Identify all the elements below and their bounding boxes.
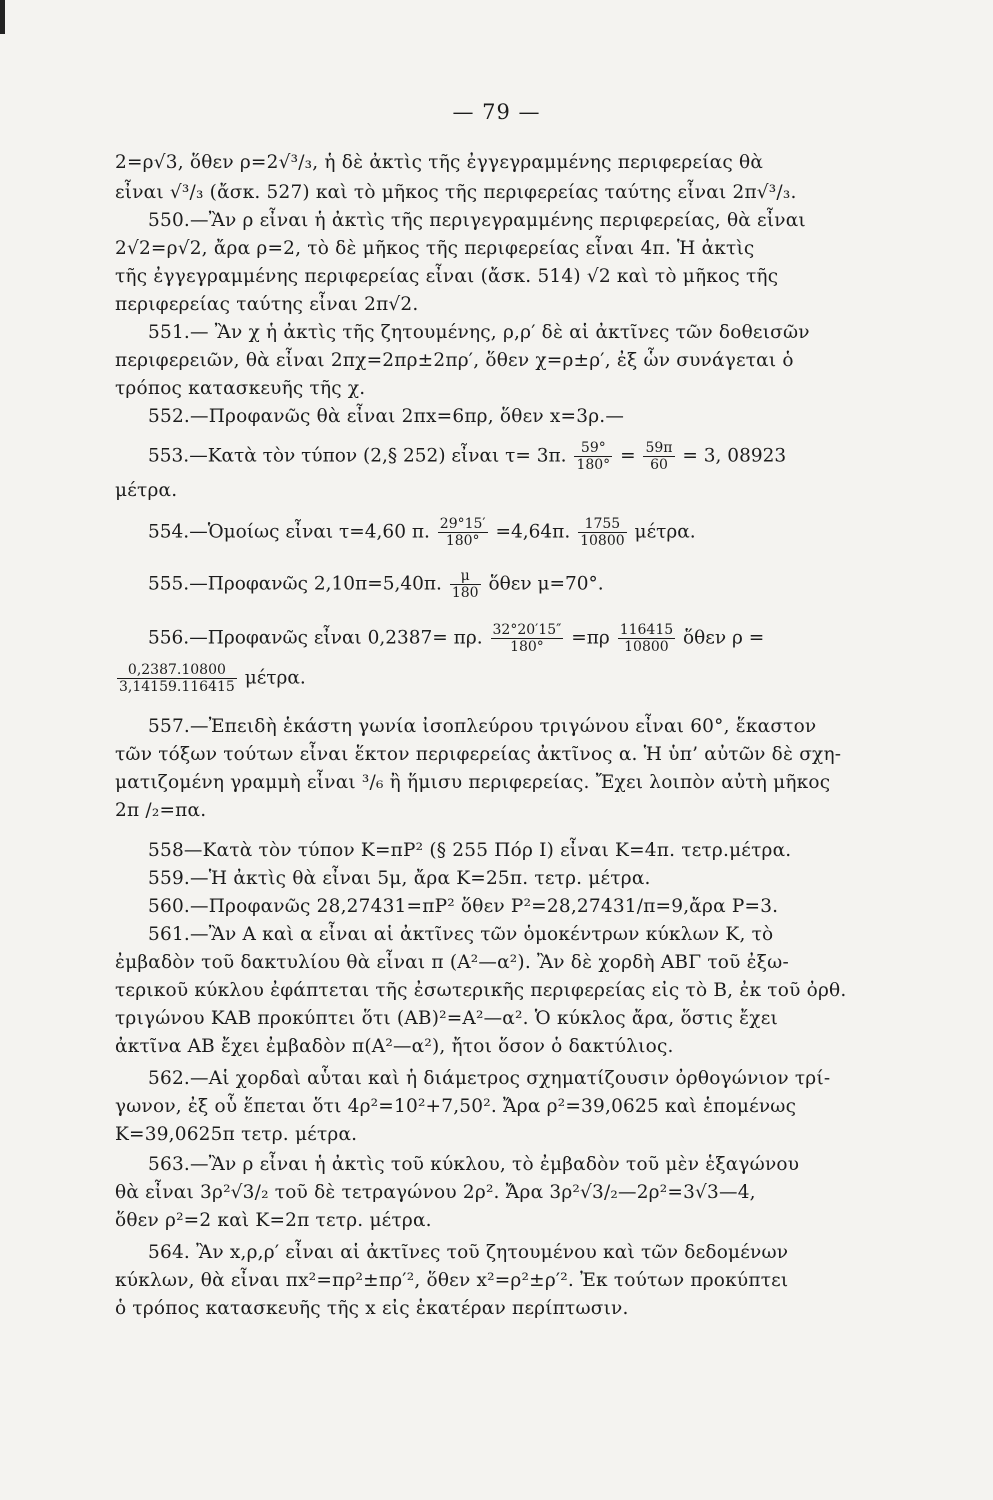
fraction-numerator: 59°: [574, 440, 612, 457]
fraction: [643, 440, 674, 473]
text-line: ἐμβαδὸν τοῦ δακτυλίου θὰ εἶναι π (A²—α²). Ἂν δὲ χορδὴ ΑΒΓ τοῦ ἐξω-: [115, 952, 789, 973]
eq-mid: =: [620, 445, 636, 467]
fraction: [117, 662, 237, 695]
fraction-numerator: 1755: [578, 516, 627, 533]
text-line: θὰ εἶναι 3ρ²√3/₂ τοῦ δὲ τετραγώνου 2ρ². Ἄρα 3ρ²√3/₂—2ρ²=3√3—4,: [115, 1182, 756, 1203]
fraction-denominator: 10800: [580, 533, 625, 549]
eq-lead: 554.—Ὁμοίως εἶναι τ=4,60 π.: [148, 521, 430, 543]
text-line: εἶναι √³/₃ (ἄσκ. 527) καὶ τὸ μῆκος τῆς περιφερείας ταύτης εἶναι 2π√³/₃.: [115, 182, 797, 203]
eq-lead: 553.—Κατὰ τὸν τύπον (2,§ 252) εἶναι τ= 3π.: [148, 445, 567, 467]
fraction: [618, 622, 675, 655]
equation-555: [148, 568, 604, 601]
text-line: περιφερείας ταύτης εἶναι 2π√2.: [115, 294, 419, 315]
text-line: τρόπος κατασκευῆς τῆς χ.: [115, 378, 366, 399]
fraction-numerator: μ: [450, 568, 481, 585]
eq-tail: μέτρα.: [244, 667, 306, 689]
equation-556-result: [115, 662, 306, 695]
fraction-numerator: 29°15′: [439, 516, 486, 532]
eq-tail: μέτρα.: [634, 521, 696, 543]
text-line: τριγώνου KAB προκύπτει ὅτι (AB)²=A²—α². Ὁ κύκλος ἄρα, ὅστις ἔχει: [115, 1008, 778, 1029]
text-line: 552.—Προφανῶς θὰ εἶναι 2πx=6πρ, ὅθεν x=3ρ.—: [148, 406, 625, 427]
eq-lead: 555.—Προφανῶς 2,10π=5,40π.: [148, 573, 442, 595]
fraction-numerator: 59π: [645, 440, 673, 456]
text-line: 561.—Ἂν A καὶ α εἶναι αἱ ἀκτῖνες τῶν ὁμοκέντρων κύκλων K, τὸ: [148, 924, 774, 945]
fraction-denominator: 180°: [510, 639, 544, 655]
fraction-numerator: 116415: [619, 622, 674, 638]
eq-tail: ὅθεν μ=70°.: [488, 573, 604, 595]
text-line: ἀκτῖνα AB ἔχει ἐμβαδὸν π(A²—α²), ἤτοι ὅσον ὁ δακτύλιος.: [115, 1036, 674, 1057]
text-line: γωνον, ἐξ οὗ ἕπεται ὅτι 4ρ²=10²+7,50². Ἄρα ρ²=39,0625 καὶ ἑπομένως: [115, 1096, 797, 1117]
fraction: [491, 622, 564, 655]
text-line: 2π /₂=πα.: [115, 800, 207, 821]
text-line: 2=ρ√3, ὅθεν ρ=2√³/₃, ἡ δὲ ἀκτὶς τῆς ἐγγεγραμμένης περιφερείας θὰ: [115, 152, 764, 173]
text-line: ὅθεν ρ²=2 καὶ K=2π τετρ. μέτρα.: [115, 1210, 432, 1231]
text-line: τῆς ἐγγεγραμμένης περιφερείας εἶναι (ἄσκ. 514) √2 καὶ τὸ μῆκος τῆς: [115, 266, 779, 287]
text-line: τῶν τόξων τούτων εἶναι ἕκτον περιφερείας ἀκτῖνος α. Ἡ ὑπ’ αὐτῶν δὲ σχη-: [115, 744, 842, 765]
fraction-denominator: 180°: [445, 533, 480, 549]
fraction-numerator: 0,2387.10800: [117, 662, 237, 679]
eq-tail: ὅθεν ρ =: [683, 627, 765, 649]
eq-tail: = 3, 08923: [682, 445, 787, 467]
page-edge-mark: [0, 0, 5, 34]
text-line: 560.—Προφανῶς 28,27431=πP² ὅθεν P²=28,27431/π=9,ἄρα P=3.: [148, 896, 779, 917]
page-number: — 79 —: [452, 100, 541, 124]
equation-554: [148, 516, 696, 549]
text-line: 558—Κατὰ τὸν τύπον K=πP² (§ 255 Πόρ I) εἶναι K=4π. τετρ.μέτρα.: [148, 840, 792, 861]
text-line: 550.—Ἂν ρ εἶναι ἡ ἀκτὶς τῆς περιγεγραμμένης περιφερείας, θὰ εἶναι: [148, 210, 806, 231]
eq-mid: =4,64π.: [495, 521, 571, 543]
eq-lead: 556.—Προφανῶς εἶναι 0,2387= πρ.: [148, 627, 483, 649]
equation-556: [148, 622, 764, 655]
text-line: τερικοῦ κύκλου ἐφάπτεται τῆς ἐσωτερικῆς περιφερείας εἰς τὸ B, ἐκ τοῦ ὀρθ.: [115, 980, 847, 1001]
fraction-denominator: 10800: [624, 639, 669, 655]
text-line: κύκλων, θὰ εἶναι πx²=πρ²±πρ′², ὅθεν x²=ρ²±ρ′². Ἐκ τούτων προκύπτει: [115, 1270, 789, 1291]
text-line: 557.—Ἐπειδὴ ἑκάστη γωνία ἰσοπλεύρου τριγώνου εἶναι 60°, ἕκαστον: [148, 716, 817, 737]
fraction-denominator: 3,14159.116415: [119, 679, 235, 695]
text-line: ματιζομένη γραμμὴ εἶναι ³/₆ ἢ ἥμισυ περιφερείας. Ἔχει λοιπὸν αὐτὴ μῆκος: [115, 772, 831, 793]
text-line: 563.—Ἂν ρ εἶναι ἡ ἀκτὶς τοῦ κύκλου, τὸ ἐμβαδὸν τοῦ μὲν ἑξαγώνου: [148, 1154, 800, 1175]
text-line: ὁ τρόπος κατασκευῆς τῆς x εἰς ἑκατέραν περίπτωσιν.: [115, 1298, 629, 1319]
text-line: μέτρα.: [115, 480, 178, 501]
fraction-numerator: 32°20′15″: [492, 622, 562, 638]
text-line: περιφερειῶν, θὰ εἶναι 2πχ=2πρ±2πρ′, ὅθεν χ=ρ±ρ′, ἐξ ὧν συνάγεται ὁ: [115, 350, 794, 371]
fraction: [450, 568, 481, 601]
equation-553: [148, 440, 786, 473]
fraction-denominator: 180: [451, 585, 479, 601]
text-line: 2√2=ρ√2, ἄρα ρ=2, τὸ δὲ μῆκος τῆς περιφερείας εἶναι 4π. Ἡ ἀκτὶς: [115, 238, 755, 259]
eq-mid: =πρ: [571, 627, 610, 649]
fraction-denominator: 60: [650, 457, 668, 473]
text-line: 559.—Ἡ ἀκτὶς θὰ εἶναι 5μ, ἄρα K=25π. τετρ. μέτρα.: [148, 868, 651, 889]
fraction: [578, 516, 627, 549]
text-line: K=39,0625π τετρ. μέτρα.: [115, 1124, 358, 1145]
text-line: 562.—Αἱ χορδαὶ αὗται καὶ ἡ διάμετρος σχηματίζουσιν ὀρθογώνιον τρί-: [148, 1068, 831, 1089]
fraction: [438, 516, 488, 549]
fraction: [574, 440, 612, 473]
fraction-denominator: 180°: [576, 457, 611, 473]
text-line: 551.— Ἂν χ ἡ ἀκτὶς τῆς ζητουμένης, ρ,ρ′ δὲ αἱ ἀκτῖνες τῶν δοθεισῶν: [148, 322, 810, 343]
text-line: 564. Ἂν x,ρ,ρ′ εἶναι αἱ ἀκτῖνες τοῦ ζητουμένου καὶ τῶν δεδομένων: [148, 1242, 789, 1263]
